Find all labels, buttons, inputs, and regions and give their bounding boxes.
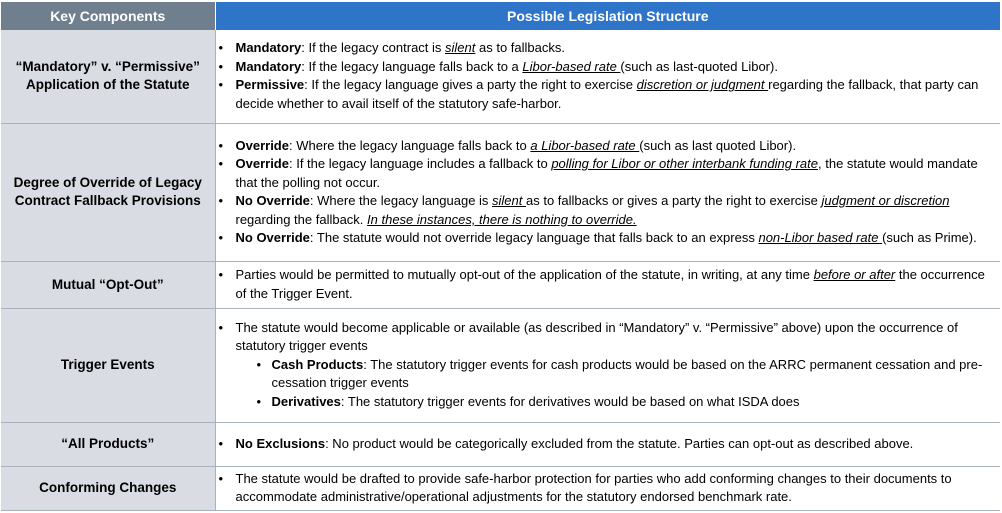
list-item: • Permissive: If the legacy language gives a party the right to exercise discretion or judgment regarding the fallback, that party can decide whether to avail itself of the statutory safe-harbor. (236, 76, 997, 113)
row-key-conforming-changes: Conforming Changes (1, 466, 215, 510)
list-item: • No Exclusions: No product would be categorically excluded from the statute. Parties can opt-out as described above. (236, 435, 997, 454)
row-key-trigger-events: Trigger Events (1, 308, 215, 422)
list-item: • The statute would be drafted to provide safe-harbor protection for parties who add conforming changes to their documents to accommodate administrative/operational adjustments for the statutory endorsed benchmark rate. (236, 470, 997, 507)
header-row (1, 2, 1000, 30)
table-row (1, 261, 1000, 308)
table-row (1, 422, 1000, 466)
row-key-mutual-opt-out: Mutual “Opt-Out” (1, 261, 215, 308)
list-item: • Mandatory: If the legacy contract is silent as to fallbacks. (236, 39, 997, 58)
table-row (1, 466, 1000, 510)
list-item: • Parties would be permitted to mutually opt-out of the application of the statute, in writing, at any time before or after the occurrence of the Trigger Event. (236, 266, 997, 303)
list-item: • Cash Products: The statutory trigger events for cash products would be based on the ARRC permanent cessation and pre-cessation trigger events (272, 356, 997, 393)
table-row (1, 308, 1000, 422)
row-body-degree-of-override (215, 123, 1000, 261)
list-item: • The statute would become applicable or available (as described in “Mandatory” v. “Permissive” above) upon the occurrence of statutory trigger events (236, 319, 997, 356)
list-item: • Override: If the legacy language includes a fallback to polling for Libor or other interbank funding rate, the statute would mandate that the polling not occur. (236, 155, 997, 192)
row-body-mandatory-permissive (215, 30, 1000, 123)
table-row (1, 30, 1000, 123)
row-body-mutual-opt-out (215, 261, 1000, 308)
header-key-components: Key Components (1, 2, 215, 30)
legislation-structure-table (1, 2, 1000, 511)
header-possible-legislation-structure: Possible Legislation Structure (215, 2, 1000, 30)
row-body-trigger-events (215, 308, 1000, 422)
table-row (1, 123, 1000, 261)
row-body-all-products (215, 422, 1000, 466)
list-item: • Mandatory: If the legacy language falls back to a Libor-based rate (such as last-quoted Libor). (236, 58, 997, 77)
list-item: • No Override: The statute would not override legacy language that falls back to an express non-Libor based rate (such as Prime). (236, 229, 997, 248)
row-body-conforming-changes (215, 466, 1000, 510)
list-item: • Override: Where the legacy language falls back to a Libor-based rate (such as last quoted Libor). (236, 137, 997, 156)
row-key-mandatory-permissive: “Mandatory” v. “Permissive” Application of the Statute (1, 30, 215, 123)
row-key-all-products: “All Products” (1, 422, 215, 466)
list-item: • Derivatives: The statutory trigger events for derivatives would be based on what ISDA does (272, 393, 997, 412)
list-item: • No Override: Where the legacy language is silent as to fallbacks or gives a party the right to exercise judgment or discretion regarding the fallback. In these instances, there is nothing to override. (236, 192, 997, 229)
row-key-degree-of-override: Degree of Override of Legacy Contract Fallback Provisions (1, 123, 215, 261)
